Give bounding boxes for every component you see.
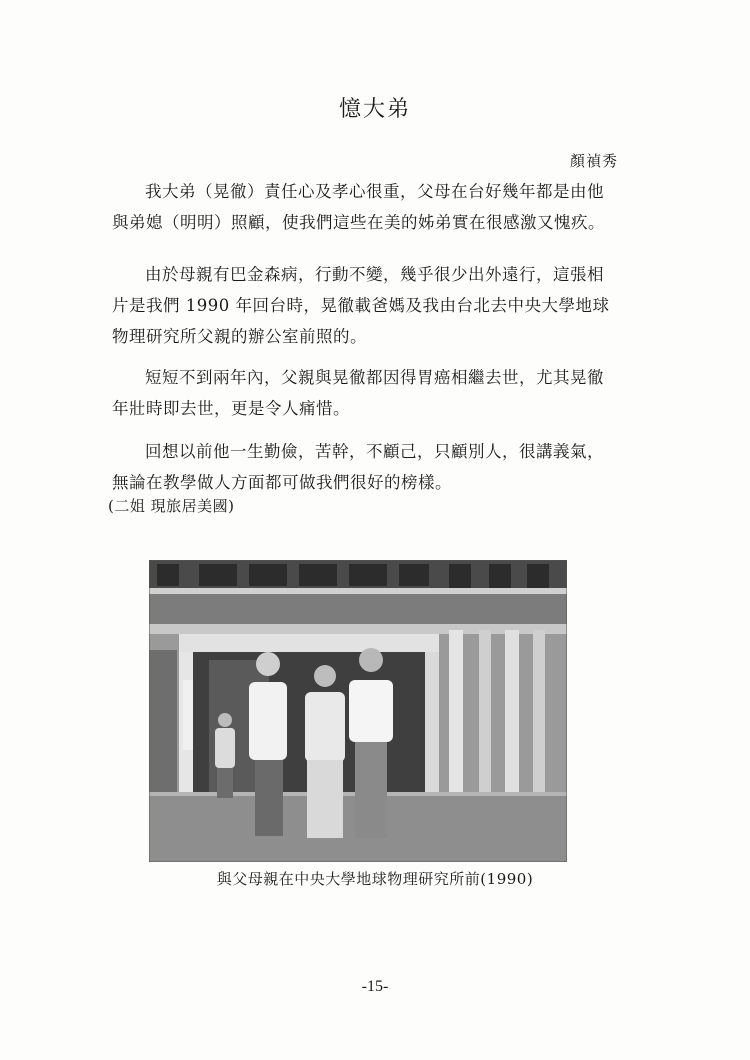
paragraph-3 (112, 362, 622, 424)
family-photo (149, 560, 567, 862)
paragraph-line: 無論在教學做人方面都可做我們很好的榜樣。 (112, 473, 452, 492)
paragraph-line: 年壯時即去世，更是令人痛惜。 (112, 399, 350, 418)
paragraph-line: 與弟媳（明明）照顧，使我們這些在美的姊弟實在很感激又愧疚。 (112, 213, 605, 232)
photo-caption: 與父母親在中央大學地球物理研究所前(1990) (216, 870, 534, 888)
paragraph-line: 回想以前他一生勤儉，苦幹，不顧己，只顧別人，很講義氣， (145, 442, 604, 461)
page-title: 憶大弟 (338, 97, 411, 122)
paragraph-1 (112, 176, 622, 238)
paragraph-line: 短短不到兩年內，父親與晃徹都因得胃癌相繼去世，尤其晃徹 (145, 368, 604, 387)
paragraph-line: 片是我們 1990 年回台時，晃徹載爸媽及我由台北去中央大學地球 (112, 296, 610, 315)
paragraph-2 (112, 259, 622, 352)
signoff: (二姐 現旅居美國) (108, 497, 235, 515)
author-name: 顏禎秀 (569, 152, 618, 170)
page-number: -15- (361, 978, 389, 995)
paragraph-line: 由於母親有巴金森病，行動不變，幾乎很少出外遠行，這張相 (145, 265, 604, 284)
paragraph-line: 我大弟（晃徹）責任心及孝心很重，父母在台好幾年都是由他 (145, 182, 604, 201)
paragraph-4 (112, 436, 622, 498)
paragraph-line: 物理研究所父親的辦公室前照的。 (112, 327, 367, 346)
